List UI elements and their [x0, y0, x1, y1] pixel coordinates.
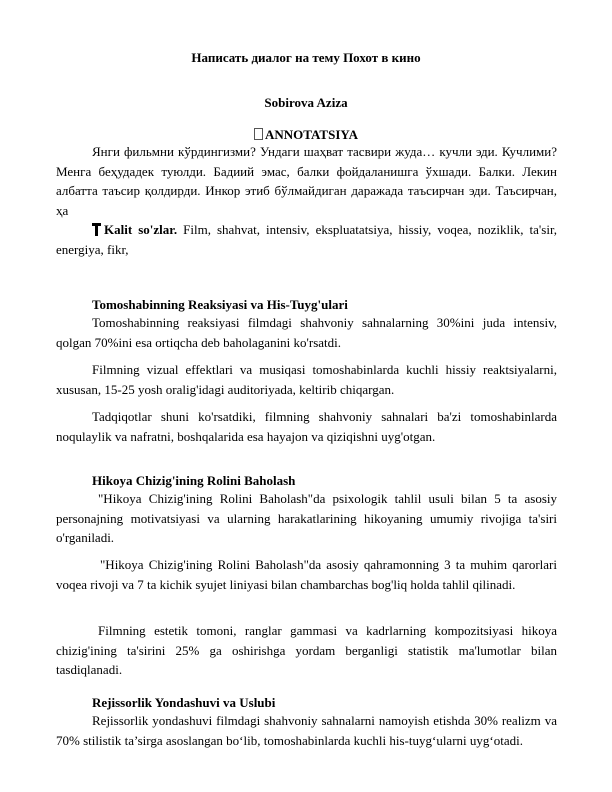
- section-paragraph: Tomoshabinning reaksiyasi filmdagi shahvoniy sahnalarning 30%ini juda intensiv, qolgan 70%ini esa ortiqcha deb baholaganini ko'rsatdi.: [56, 315, 557, 350]
- annotation-text: Янги фильмни кўрдингизми? Ундаги шаҳват тасвири жуда… кучли эди. Кучлими? Менга беҳудадек туюлди. Бадиий эмас, балки фойдаланишга ўхшади. Балки. Лекин албатта таъсир қолдирди. Инкор этиб бўлмайдиган даражада таъсирчан эди. Таъсирчан, ҳа: [56, 144, 557, 218]
- section-paragraph: Rejissorlik yondashuvi filmdagi shahvoniy sahnalarni namoyish etishda 30% realizm va 70% stilistik ta’sirga asoslangan bo‘lib, tomoshabinlarda kuchli his-tuyg‘ularni uyg‘otadi.: [56, 713, 557, 748]
- key-icon: [92, 223, 101, 236]
- keywords-label: Kalit so'zlar.: [104, 222, 178, 237]
- author-name: Sobirova Aziza: [264, 95, 348, 110]
- keywords-paragraph: [56, 220, 557, 259]
- section-paragraph: Filmning vizual effektlari va musiqasi tomoshabinlarda kuchli hissiy reaktsiyalarni, xususan, 15-25 yosh oralig'idagi auditoriyada, keltirib chiqargan.: [56, 362, 557, 397]
- section-paragraph: "Hikoya Chizig'ining Rolini Baholash"da asosiy qahramonning 3 ta muhim qarorlari voqea rivoji va 7 ta kichik syujet liniyasi bilan chambarchas bog'liq holda tahlil qilinadi.: [56, 557, 557, 592]
- section-heading: Rejissorlik Yondashuvi va Uslubi: [92, 695, 276, 710]
- section-paragraph: Filmning estetik tomoni, ranglar gammasi va kadrlarning kompozitsiyasi hikoya chizig'ining ta'sirini 25% ga oshirishga yordam berganligi statistik ma'lumotlar bilan tasdiqlanadi.: [56, 623, 557, 677]
- section-paragraph: Tadqiqotlar shuni ko'rsatdiki, filmning shahvoniy sahnalari ba'zi tomoshabinlarda noqulaylik va nafratni, boshqalarida esa hayajon va qiziqishni uyg'otgan.: [56, 409, 557, 444]
- placeholder-box-icon: [254, 128, 263, 140]
- section-heading: Hikoya Chizig'ining Rolini Baholash: [92, 473, 296, 488]
- section-paragraph: "Hikoya Chizig'ining Rolini Baholash"da psixologik tahlil usuli bilan 5 ta asosiy personajning motivatsiyasi va ularning harakatlarining hikoyaning umumiy rivojiga ta'siri o'rganiladi.: [56, 491, 557, 545]
- section-heading: Tomoshabinning Reaksiyasi va His-Tuyg'ulari: [92, 297, 348, 312]
- annotation-heading: ANNOTATSIYA: [265, 127, 358, 142]
- keywords-text: Film, shahvat, intensiv, ekspluatatsiya, hissiy, voqea, noziklik, ta'sir, energiya, fikr,: [56, 222, 558, 257]
- annotation-heading-row: [0, 127, 612, 143]
- document-title: Написать диалог на тему Похот в кино: [191, 50, 421, 65]
